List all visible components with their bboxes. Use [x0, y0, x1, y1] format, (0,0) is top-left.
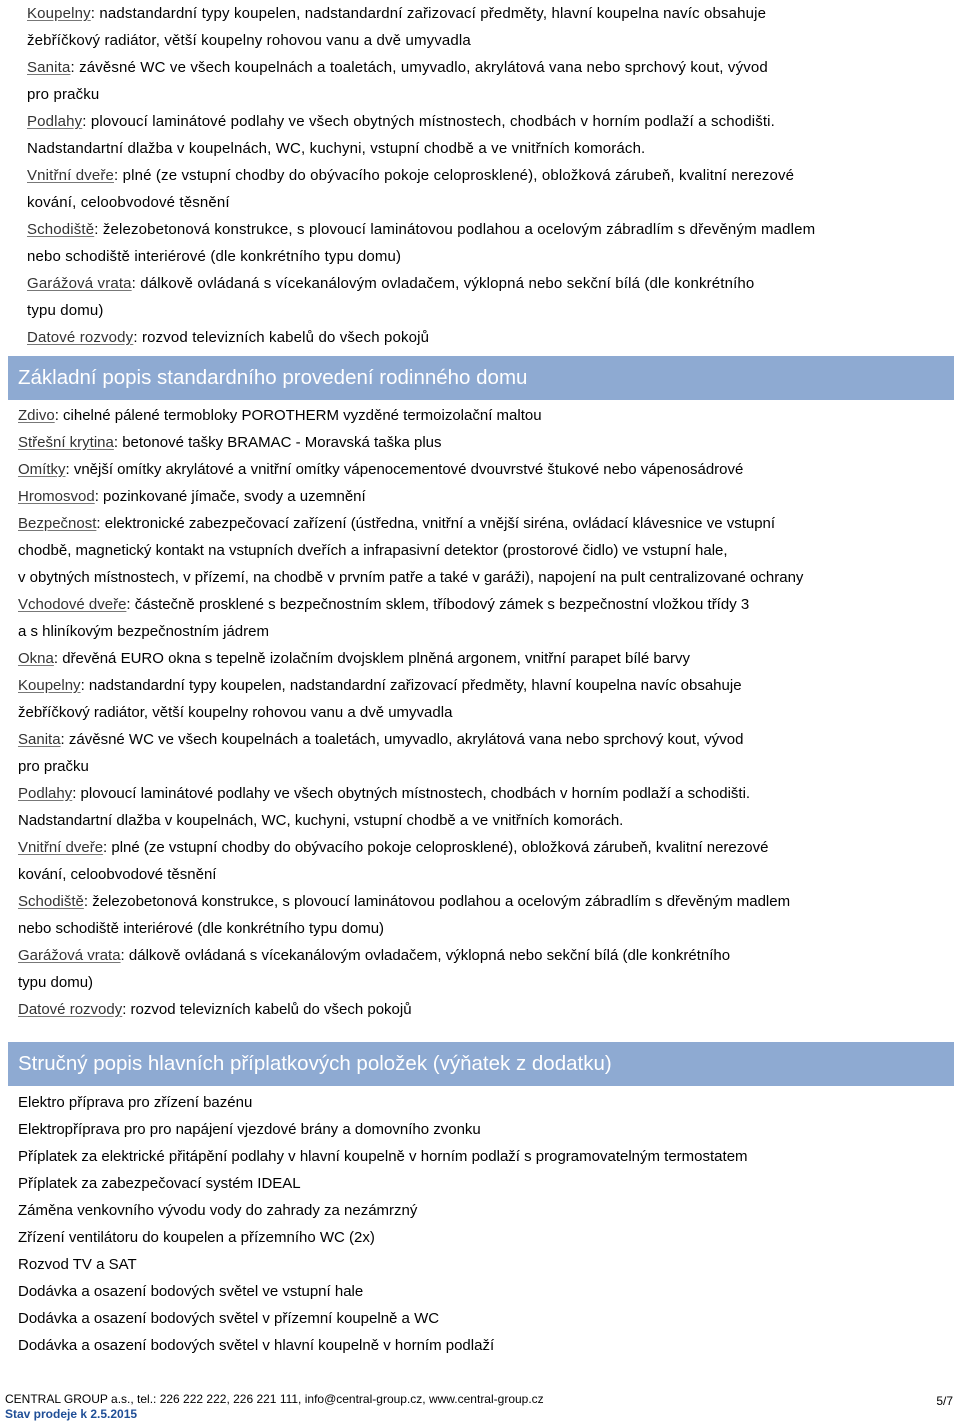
spec-text: : dřevěná EURO okna s tepelně izolačním dvojsklem plněná argonem, vnitřní parapet bílé barvy [53, 650, 691, 667]
spec-text: : rozvod televizních kabelů do všech pokojů [133, 329, 430, 346]
spec-item-continuation [0, 537, 960, 564]
section-title-standard: Základní popis standardního provedení rodinného domu [8, 356, 954, 400]
continued-spec-list [0, 0, 960, 351]
spec-item-continuation [0, 618, 960, 645]
spec-text: : dálkově ovládaná s vícekanálovým ovladačem, výklopná nebo sekční bílá (dle konkrétního [131, 275, 755, 292]
spec-text: typu domu) [27, 302, 104, 319]
spec-term: Vnitřní dveře [27, 167, 114, 184]
spec-term: Sanita [18, 731, 61, 748]
spec-text: : nadstandardní typy koupelen, nadstandardní zařizovací předměty, hlavní koupelna navíc obsahuje [80, 677, 742, 694]
spec-item [0, 162, 960, 189]
spec-text: typu domu) [18, 974, 94, 991]
footer-page-number: 5/7 [936, 1394, 953, 1408]
spec-text: kování, celoobvodové těsnění [27, 194, 230, 211]
spec-text: : plné (ze vstupní chodby do obývacího pokoje celoprosklené), obložková zárubeň, kvalitní nerezové [114, 167, 795, 184]
spec-item-continuation [0, 189, 960, 216]
spec-item [0, 324, 960, 351]
spec-item [0, 0, 960, 27]
spec-item-continuation [0, 807, 960, 834]
spec-term: Okna [18, 650, 54, 667]
spec-item-continuation [0, 81, 960, 108]
spec-text: a s hliníkovým bezpečnostním jádrem [18, 623, 269, 640]
spec-text: chodbě, magnetický kontakt na vstupních dveřích a infrapasivní detektor (prostorové čidlo) ve vstupní hale, [18, 542, 728, 559]
spec-term: Koupelny [18, 677, 81, 694]
spec-item [0, 270, 960, 297]
spec-item [0, 483, 960, 510]
spec-term: Podlahy [27, 113, 83, 130]
spec-text: žebříčkový radiátor, větší koupelny rohovou vanu a dvě umyvadla [27, 32, 471, 49]
extras-item: Záměna venkovního vývodu vody do zahrady za nezámrzný [18, 1202, 418, 1219]
spec-item [0, 996, 960, 1023]
extras-item: Dodávka a osazení bodových světel ve vstupní hale [18, 1283, 364, 1300]
footer-sale-status: Stav prodeje k 2.5.2015 [5, 1407, 138, 1421]
spec-item [0, 402, 960, 429]
page-footer [5, 1392, 955, 1422]
spec-item [0, 834, 960, 861]
spec-text: : plné (ze vstupní chodby do obývacího pokoje celoprosklené), obložková zárubeň, kvalitní nerezové [103, 839, 769, 856]
spec-term: Koupelny [27, 5, 91, 22]
spec-item [0, 429, 960, 456]
spec-item-continuation [0, 969, 960, 996]
spec-item [0, 456, 960, 483]
spec-term: Vchodové dveře [18, 596, 127, 613]
spec-text: : plovoucí laminátové podlahy ve všech obytných místnostech, chodbách v horním podlaží a schodišti. [72, 785, 751, 802]
spec-text: nebo schodiště interiérové (dle konkrétního typu domu) [27, 248, 402, 265]
spec-text: : závěsné WC ve všech koupelnách a toaletách, umyvadlo, akrylátová vana nebo sprchový kout, vývod [60, 731, 744, 748]
spec-term: Podlahy [18, 785, 73, 802]
spec-term: Bezpečnost [18, 515, 97, 532]
spec-term: Hromosvod [18, 488, 95, 505]
spec-term: Datové rozvody [18, 1001, 123, 1018]
spec-text: žebříčkový radiátor, větší koupelny rohovou vanu a dvě umyvadla [18, 704, 453, 721]
spec-text: : železobetonová konstrukce, s plovoucí laminátovou podlahou a ocelovým zábradlím s dřevěným madlem [94, 221, 816, 238]
spec-text: : závěsné WC ve všech koupelnách a toaletách, umyvadlo, akrylátová vana nebo sprchový kout, vývod [70, 59, 768, 76]
spec-text: kování, celoobvodové těsnění [18, 866, 217, 883]
spec-text: : částečně prosklené s bezpečnostním sklem, tříbodový zámek s bezpečnostní vložkou třídy 3 [126, 596, 750, 613]
spec-item-continuation [0, 699, 960, 726]
spec-text: pro pračku [18, 758, 89, 775]
spec-text: : vnější omítky akrylátové a vnitřní omítky vápenocementové dvouvrstvé štukové nebo vápenosádrové [65, 461, 744, 478]
extras-list [0, 1089, 960, 1359]
footer-company-contact: CENTRAL GROUP a.s., tel.: 226 222 222, 226 221 111, info@central-group.cz, www.central-group.cz [5, 1392, 544, 1406]
spec-item [0, 510, 960, 537]
spec-item [0, 216, 960, 243]
extras-item: Dodávka a osazení bodových světel v přízemní koupelně a WC [18, 1310, 440, 1327]
spec-item [0, 108, 960, 135]
extras-item: Zřízení ventilátoru do koupelen a přízemního WC (2x) [18, 1229, 375, 1246]
section-title-extras: Stručný popis hlavních příplatkových položek (výňatek z dodatku) [8, 1042, 954, 1086]
spec-text: Nadstandartní dlažba v koupelnách, WC, kuchyni, vstupní chodbě a ve vnitřních komorách. [27, 140, 646, 157]
spec-text: : dálkově ovládaná s vícekanálovým ovladačem, výklopná nebo sekční bílá (dle konkrétního [120, 947, 731, 964]
extras-item: Elektropříprava pro pro napájení vjezdové brány a domovního zvonku [18, 1121, 481, 1138]
spec-item [0, 54, 960, 81]
spec-text: : elektronické zabezpečovací zařízení (ústředna, vnitřní a vnější siréna, ovládací klávesnice ve vstupní [96, 515, 776, 532]
spec-text: : betonové tašky BRAMAC - Moravská taška plus [113, 434, 442, 451]
spec-term: Datové rozvody [27, 329, 134, 346]
spec-item-continuation [0, 564, 960, 591]
spec-item-continuation [0, 243, 960, 270]
spec-item [0, 645, 960, 672]
extras-item: Rozvod TV a SAT [18, 1256, 137, 1273]
spec-item-continuation [0, 753, 960, 780]
spec-item [0, 591, 960, 618]
spec-term: Garážová vrata [18, 947, 121, 964]
spec-text: : pozinkované jímače, svody a uzemnění [94, 488, 366, 505]
spec-term: Omítky [18, 461, 66, 478]
spec-term: Zdivo [18, 407, 55, 424]
standard-spec-list [0, 402, 960, 1023]
spec-term: Vnitřní dveře [18, 839, 104, 856]
spec-item [0, 780, 960, 807]
spec-item-continuation [0, 915, 960, 942]
spec-item [0, 726, 960, 753]
spec-text: nebo schodiště interiérové (dle konkrétního typu domu) [18, 920, 385, 937]
spec-text: : rozvod televizních kabelů do všech pokojů [122, 1001, 412, 1018]
spec-item [0, 672, 960, 699]
spec-item-continuation [0, 861, 960, 888]
spec-text: : cihelné pálené termobloky POROTHERM vyzděné termoizolační maltou [54, 407, 542, 424]
spec-item-continuation [0, 27, 960, 54]
spec-item-continuation [0, 135, 960, 162]
extras-item: Elektro příprava pro zřízení bazénu [18, 1094, 253, 1111]
spec-item [0, 942, 960, 969]
extras-item: Dodávka a osazení bodových světel v hlavní koupelně v horním podlaží [18, 1337, 495, 1354]
extras-item: Příplatek za elektrické přitápění podlahy v hlavní koupelně v horním podlaží s programovatelným termostatem [18, 1148, 748, 1165]
spec-term: Garážová vrata [27, 275, 132, 292]
spec-text: Nadstandartní dlažba v koupelnách, WC, kuchyni, vstupní chodbě a ve vnitřních komorách. [18, 812, 624, 829]
spec-term: Střešní krytina [18, 434, 114, 451]
spec-term: Schodiště [18, 893, 84, 910]
spec-text: v obytných místnostech, v přízemí, na chodbě v prvním patře a také v garáži), napojení na pult centralizované ochrany [18, 569, 804, 586]
spec-text: pro pračku [27, 86, 100, 103]
spec-text: : železobetonová konstrukce, s plovoucí laminátovou podlahou a ocelovým zábradlím s dřevěným madlem [83, 893, 791, 910]
spec-term: Sanita [27, 59, 71, 76]
spec-item-continuation [0, 297, 960, 324]
extras-item: Příplatek za zabezpečovací systém IDEAL [18, 1175, 301, 1192]
spec-text: : nadstandardní typy koupelen, nadstandardní zařizovací předměty, hlavní koupelna navíc obsahuje [90, 5, 767, 22]
spec-item [0, 888, 960, 915]
spec-text: : plovoucí laminátové podlahy ve všech obytných místnostech, chodbách v horním podlaží a schodišti. [82, 113, 775, 130]
spec-term: Schodiště [27, 221, 95, 238]
